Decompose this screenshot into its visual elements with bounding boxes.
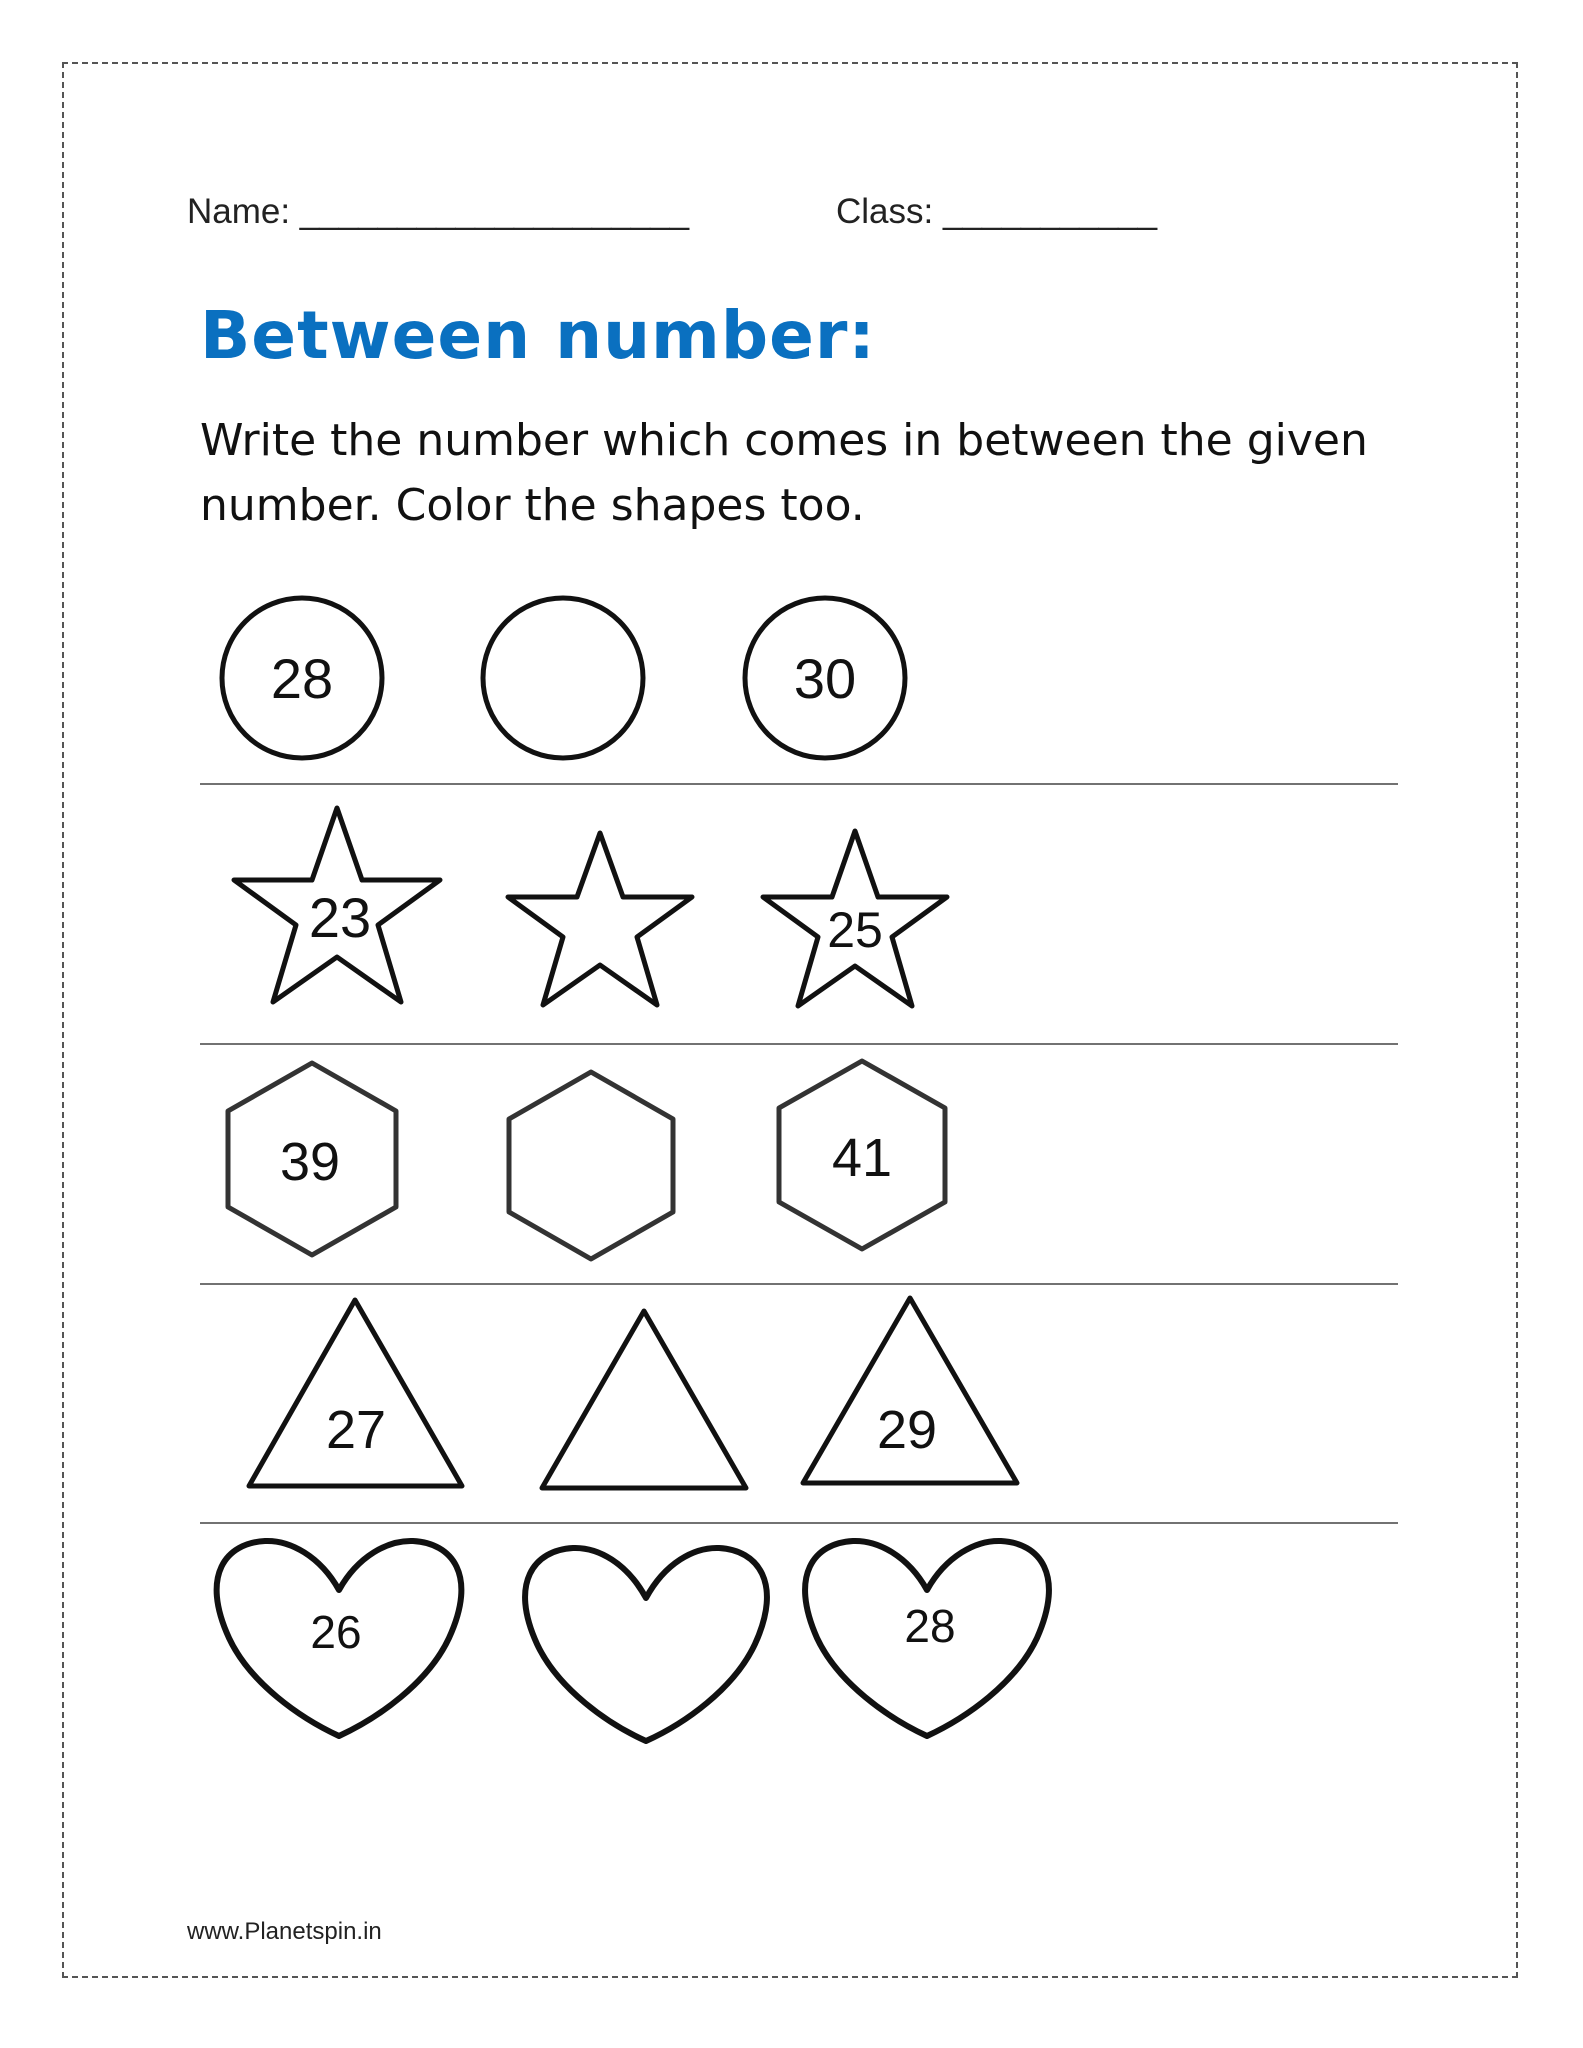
footer-website: www.Planetspin.in: [187, 1918, 382, 1945]
hexagon-shape-blank[interactable]: [509, 1072, 673, 1259]
svg-text:29: 29: [876, 1400, 938, 1460]
heart-shape-blank[interactable]: [525, 1548, 767, 1741]
circle-shape-blank[interactable]: [483, 598, 643, 758]
name-field[interactable]: Name: ____________________: [187, 192, 690, 231]
star-shape: [763, 831, 947, 1006]
instructions: Write the number which comes in between the given number. Color the shapes too.: [200, 415, 1368, 531]
svg-text:23: 23: [308, 886, 372, 949]
triangle-shape: [803, 1298, 1017, 1483]
hexagon-shape: [779, 1061, 945, 1249]
triangle-shape: [249, 1300, 462, 1486]
worksheet-title: Between number:: [200, 297, 876, 374]
heart-shape: [217, 1541, 462, 1736]
heart-shape: [805, 1541, 1049, 1736]
circle-shape: [222, 598, 382, 758]
star-shape-blank[interactable]: [508, 833, 692, 1005]
class-field[interactable]: Class: ___________: [836, 192, 1158, 231]
svg-text:28: 28: [270, 647, 334, 710]
svg-text:27: 27: [325, 1400, 387, 1460]
circle-shape: [745, 598, 905, 758]
svg-text:30: 30: [793, 647, 857, 710]
star-shape: [234, 808, 440, 1002]
svg-text:41: 41: [831, 1128, 893, 1188]
svg-text:26: 26: [310, 1606, 362, 1658]
svg-text:39: 39: [279, 1132, 341, 1192]
hexagon-shape: [228, 1063, 396, 1255]
svg-text:25: 25: [827, 902, 883, 958]
svg-text:28: 28: [904, 1600, 956, 1652]
triangle-shape-blank[interactable]: [542, 1311, 746, 1488]
